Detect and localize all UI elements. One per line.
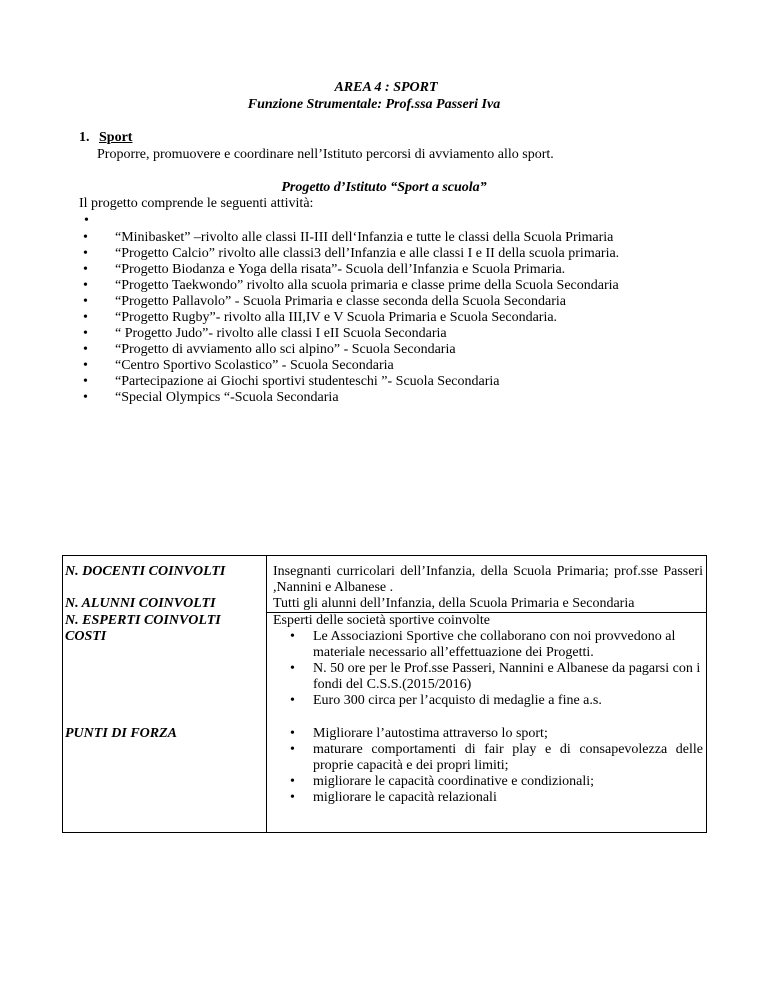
- esperti-value: Esperti delle società sportive coinvolte: [273, 613, 490, 628]
- project-title: Progetto d’Istituto “Sport a scuola”: [281, 180, 487, 195]
- costi-list: [290, 629, 703, 709]
- section-description: Proporre, promuovere e coordinare nell’Istituto percorsi di avviamento allo sport.: [97, 147, 554, 162]
- bullet-icon: •: [83, 358, 88, 373]
- alunni-value: Tutti gli alunni dell’Infanzia, della Scuola Primaria e Secondaria: [273, 596, 635, 611]
- costi-item: Le Associazioni Sportive che collaborano con noi provvedono al materiale necessario all’effettuazione dei Progetti.: [313, 629, 676, 660]
- bullet-icon: •: [83, 246, 88, 261]
- list-item: [83, 358, 675, 374]
- forza-item: maturare comportamenti di fair play e di consapevolezza delle proprie capacità e dei propri limiti;: [313, 742, 703, 773]
- activity-text: “Centro Sportivo Scolastico” - Scuola Secondaria: [115, 358, 394, 373]
- list-item: [83, 374, 675, 390]
- bullet-icon: •: [83, 310, 88, 325]
- activity-list: [83, 230, 675, 406]
- activity-text: “Progetto Rugby”- rivolto alla III,IV e V Scuola Primaria e Scuola Secondaria.: [115, 310, 558, 325]
- list-item: [83, 326, 675, 342]
- bullet-icon: •: [83, 294, 88, 309]
- list-item: [83, 230, 675, 246]
- esperti-label: N. ESPERTI COINVOLTI: [65, 613, 221, 628]
- list-item: [83, 310, 675, 326]
- docenti-label: N. DOCENTI COINVOLTI: [65, 564, 226, 579]
- list-item: [290, 629, 703, 661]
- list-item: [290, 693, 703, 709]
- activity-text: “Special Olympics “-Scuola Secondaria: [115, 390, 339, 405]
- section-heading: [79, 130, 132, 146]
- forza-item: Migliorare l’autostima attraverso lo sport;: [313, 726, 548, 741]
- list-item: [290, 726, 703, 742]
- costi-label: COSTI: [65, 629, 107, 644]
- costi-item: Euro 300 circa per l’acquisto di medaglie a fine a.s.: [313, 693, 602, 708]
- alunni-label: N. ALUNNI COINVOLTI: [65, 596, 216, 611]
- list-item: [83, 278, 675, 294]
- bullet-icon: •: [290, 726, 295, 741]
- activity-text: “Partecipazione ai Giochi sportivi studenteschi ”- Scuola Secondaria: [115, 374, 500, 389]
- bullet-icon: •: [83, 262, 88, 277]
- empty-bullet-icon: •: [84, 213, 89, 228]
- list-item: [83, 246, 675, 262]
- list-item: [290, 661, 703, 693]
- bullet-icon: •: [83, 342, 88, 357]
- activity-text: “Minibasket” –rivolto alle classi II-III dell‘Infanzia e tutte le classi della Scuola Primaria: [115, 230, 614, 245]
- bullet-icon: •: [290, 629, 295, 644]
- bullet-icon: •: [83, 230, 88, 245]
- list-item: [290, 774, 703, 790]
- project-info-table: [62, 555, 707, 833]
- bullet-icon: •: [83, 326, 88, 341]
- area-title: AREA 4 : SPORT: [334, 80, 438, 95]
- bullet-icon: •: [290, 661, 295, 676]
- activity-text: “Progetto Calcio” rivolto alle classi3 dell’Infanzia e alle classi I e II della scuola primaria.: [115, 246, 620, 261]
- forza-list: [290, 726, 703, 806]
- docenti-value: Insegnanti curricolari dell’Infanzia, della Scuola Primaria; prof.sse Passeri ,Nannini e Albanese .: [273, 564, 703, 595]
- bullet-icon: •: [290, 774, 295, 789]
- forza-item: migliorare le capacità relazionali: [313, 790, 497, 805]
- table-column-divider: [266, 556, 267, 832]
- activity-text: “Progetto Taekwondo” rivolto alla scuola primaria e classe prime della Scuola Secondaria: [115, 278, 619, 293]
- function-title: Funzione Strumentale: Prof.ssa Passeri Iva: [247, 97, 501, 112]
- section-title: Sport: [99, 130, 133, 145]
- activity-text: “Progetto Biodanza e Yoga della risata”- Scuola dell’Infanzia e Scuola Primaria.: [115, 262, 566, 277]
- project-intro: Il progetto comprende le seguenti attività:: [79, 196, 314, 211]
- activity-text: “Progetto di avviamento allo sci alpino” - Scuola Secondaria: [115, 342, 456, 357]
- bullet-icon: •: [83, 390, 88, 405]
- section-number: 1.: [79, 130, 90, 145]
- list-item: [83, 294, 675, 310]
- activity-text: “ Progetto Judo”- rivolto alle classi I eII Scuola Secondaria: [115, 326, 447, 341]
- bullet-icon: •: [290, 693, 295, 708]
- list-item: [83, 390, 675, 406]
- list-item: [290, 742, 703, 774]
- bullet-icon: •: [83, 374, 88, 389]
- bullet-icon: •: [290, 790, 295, 805]
- forza-item: migliorare le capacità coordinative e condizionali;: [313, 774, 595, 789]
- bullet-icon: •: [83, 278, 88, 293]
- forza-label: PUNTI DI FORZA: [65, 726, 178, 741]
- list-item: [83, 342, 675, 358]
- list-item: [83, 262, 675, 278]
- costi-item: N. 50 ore per le Prof.sse Passeri, Nannini e Albanese da pagarsi con i fondi del C.S.S.(2015/2016): [313, 661, 701, 692]
- bullet-icon: •: [290, 742, 295, 757]
- activity-text: “Progetto Pallavolo” - Scuola Primaria e classe seconda della Scuola Secondaria: [115, 294, 566, 309]
- list-item: [290, 790, 703, 806]
